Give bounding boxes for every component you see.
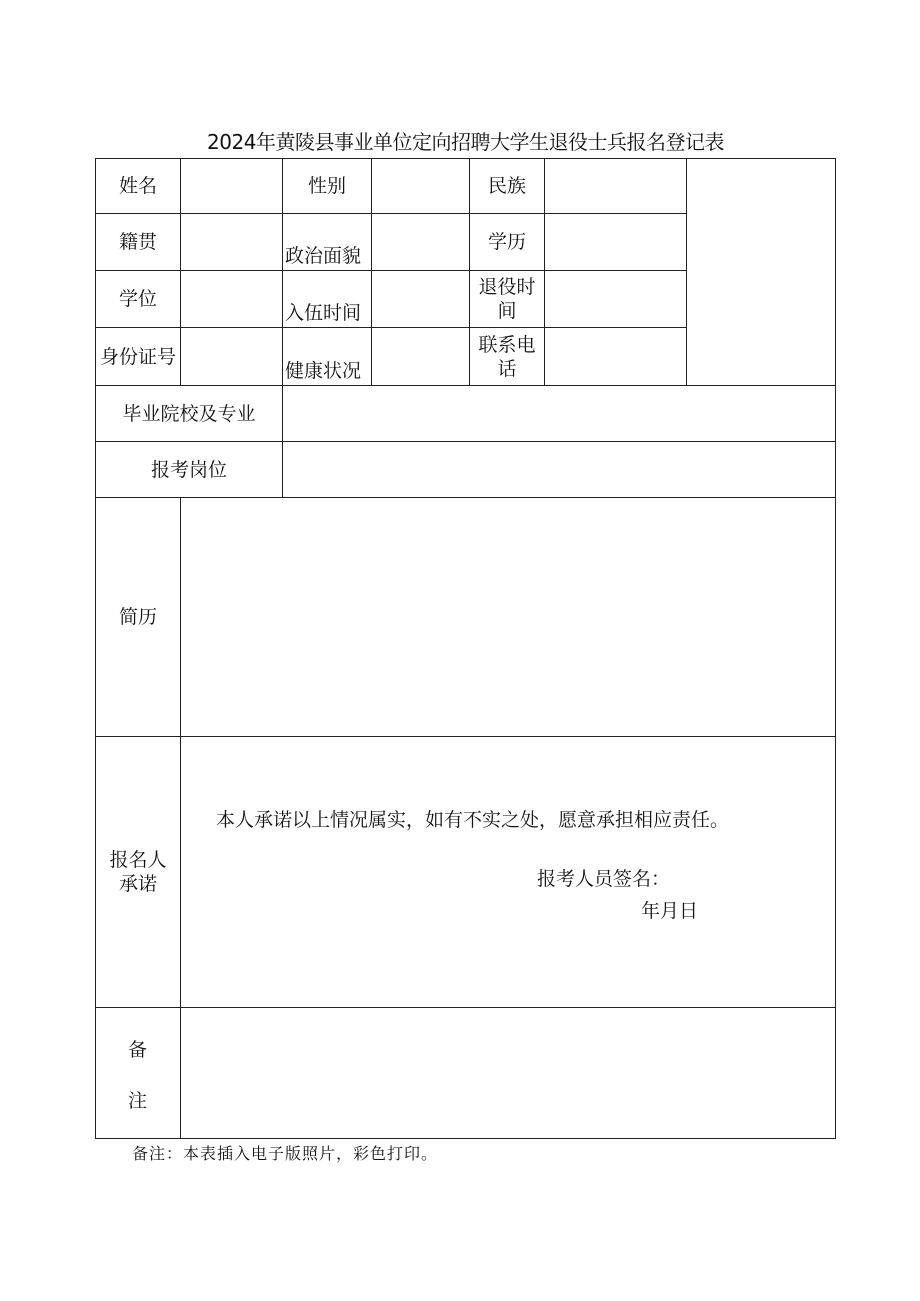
footnote: 备注：本表插入电子版照片，彩色打印。 [132,1144,439,1163]
gender-field[interactable] [372,159,469,213]
education-field[interactable] [545,214,686,270]
political-status-field[interactable] [372,214,469,270]
phone-field[interactable] [545,328,686,385]
pledge-label: 报名人承诺 [109,849,167,895]
applied-position-field[interactable] [283,442,835,497]
education-label: 学历 [487,231,526,253]
health-field[interactable] [372,328,469,385]
ethnicity-label: 民族 [487,175,526,197]
id-number-label: 身份证号 [100,345,177,368]
enlistment-date-label: 入伍时间 [285,302,362,324]
political-status-label: 政治面貌 [285,245,362,267]
degree-label: 学位 [118,288,157,310]
native-place-field[interactable] [181,214,282,270]
applied-position-label: 报考岗位 [150,458,227,481]
grid-line [95,736,836,737]
health-label: 健康状况 [285,360,362,382]
grid-line [95,1138,836,1139]
discharge-date-field[interactable] [545,271,686,327]
signature-date: 年月日 [641,900,699,922]
discharge-date-label: 退役时间 [478,276,536,322]
phone-label: 联系电话 [478,333,536,380]
resume-field[interactable] [181,498,835,736]
name-label: 姓名 [118,175,157,197]
remarks-label-char-2: 注 [127,1090,147,1112]
enlistment-date-field[interactable] [372,271,469,327]
id-number-field[interactable] [181,328,282,385]
photo-slot[interactable] [687,159,835,385]
ethnicity-field[interactable] [545,159,686,213]
remarks-label-char-1: 备 [127,1039,147,1061]
gender-label: 性别 [307,175,346,197]
resume-label: 简历 [118,606,157,628]
native-place-label: 籍贯 [118,231,157,253]
form-title: 2024年黄陵县事业单位定向招聘大学生退役士兵报名登记表 [207,130,724,154]
school-major-label: 毕业院校及专业 [122,402,256,425]
registration-form [95,158,836,1139]
signature-label: 报考人员签名： [537,868,671,890]
name-field[interactable] [181,159,282,213]
grid-line [835,158,836,1139]
remarks-field[interactable] [181,1008,835,1138]
degree-field[interactable] [181,271,282,327]
school-major-field[interactable] [283,386,835,441]
pledge-statement: 本人承诺以上情况属实，如有不实之处，愿意承担相应责任。 [216,809,730,831]
